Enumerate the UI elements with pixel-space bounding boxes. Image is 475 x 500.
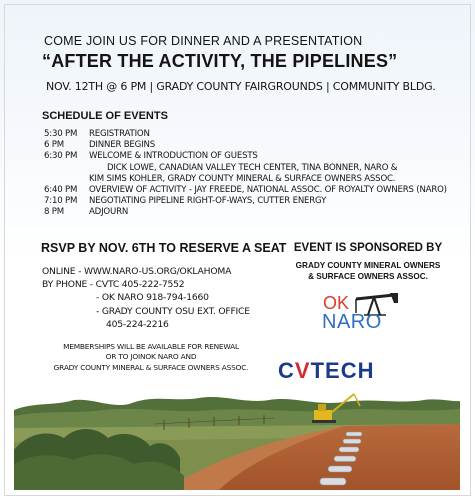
schedule-desc: OVERVIEW OF ACTIVITY - JAY FREEDE, NATIONAL ASSOC. OF ROYALTY OWNERS (NARO): [89, 185, 447, 196]
cvtech-logo: [278, 358, 374, 384]
schedule-list: [44, 129, 447, 219]
rsvp-phone-osu-number: 405-224-2216: [106, 318, 169, 330]
schedule-row: [44, 174, 447, 185]
pipeline-photo: [14, 380, 460, 490]
schedule-row: [44, 129, 447, 140]
rsvp-phone-naro: - OK NARO 918-794-1660: [96, 292, 209, 304]
schedule-desc: DICK LOWE, CANADIAN VALLEY TECH CENTER, TINA BONNER, NARO &: [107, 162, 398, 173]
cvtech-logo-v: V: [294, 358, 311, 383]
memberships-note: [40, 342, 262, 373]
memberships-line: GRADY COUNTY MINERAL & SURFACE OWNERS ASSOC.: [53, 362, 249, 372]
schedule-row: [44, 140, 447, 151]
schedule-row: [44, 196, 447, 207]
cvtech-logo-tech: TECH: [310, 358, 375, 383]
schedule-time: 6:40 PM: [44, 185, 78, 196]
rsvp-phone-osu: - GRADY COUNTY OSU EXT. OFFICE: [96, 305, 250, 317]
event-title: “AFTER THE ACTIVITY, THE PIPELINES”: [42, 51, 398, 71]
schedule-time: 6:30 PM: [44, 151, 78, 162]
memberships-line: OR TO JOINOK NARO AND: [105, 352, 197, 362]
schedule-time: 6 PM: [44, 140, 64, 151]
cvtech-logo-c: C: [278, 358, 295, 383]
schedule-desc: REGISTRATION: [89, 129, 150, 139]
rsvp-online: ONLINE - WWW.NARO-US.ORG/OKLAHOMA: [42, 266, 232, 277]
rsvp-details: [42, 265, 250, 331]
schedule-desc: ADJOURN: [89, 207, 129, 218]
ok-naro-logo: [320, 291, 410, 341]
rsvp-heading: RSVP BY NOV. 6TH TO RESERVE A SEAT: [41, 241, 287, 255]
schedule-time: [44, 174, 89, 185]
schedule-row: [44, 207, 447, 218]
sponsor-name-line: & SURFACE OWNERS ASSOC.: [308, 272, 428, 281]
schedule-desc: DINNER BEGINS: [89, 140, 155, 151]
ok-naro-logo-naro: NARO: [322, 311, 382, 333]
rsvp-phone-cvtc: BY PHONE - CVTC 405-222-7552: [42, 279, 185, 291]
schedule-row: [44, 163, 447, 174]
intro-line: COME JOIN US FOR DINNER AND A PRESENTATION: [44, 34, 363, 48]
memberships-line: MEMBERSHIPS WILL BE AVAILABLE FOR RENEWAL: [63, 342, 239, 351]
schedule-heading: SCHEDULE OF EVENTS: [42, 110, 168, 122]
schedule-desc: WELCOME & INTRODUCTION OF GUESTS: [89, 151, 258, 162]
schedule-time: [44, 163, 107, 174]
sponsor-name-line: GRADY COUNTY MINERAL OWNERS: [295, 261, 441, 270]
schedule-time: 5:30 PM: [44, 129, 78, 139]
schedule-desc: KIM SIMS KOHLER, GRADY COUNTY MINERAL & SURFACE OWNERS ASSOC.: [89, 173, 396, 184]
sponsor-name: [282, 260, 454, 282]
schedule-desc: NEGOTIATING PIPELINE RIGHT-OF-WAYS, CUTTER ENERGY: [89, 196, 327, 207]
schedule-time: 8 PM: [44, 207, 64, 218]
schedule-time: 7:10 PM: [44, 196, 78, 207]
schedule-row: [44, 151, 447, 162]
ok-naro-logo-ok: OK: [323, 293, 350, 313]
schedule-row: [44, 185, 447, 196]
sponsor-heading: EVENT IS SPONSORED BY: [293, 242, 443, 254]
event-subtitle: NOV. 12TH @ 6 PM | GRADY COUNTY FAIRGROUNDS | COMMUNITY BLDG.: [46, 80, 436, 93]
